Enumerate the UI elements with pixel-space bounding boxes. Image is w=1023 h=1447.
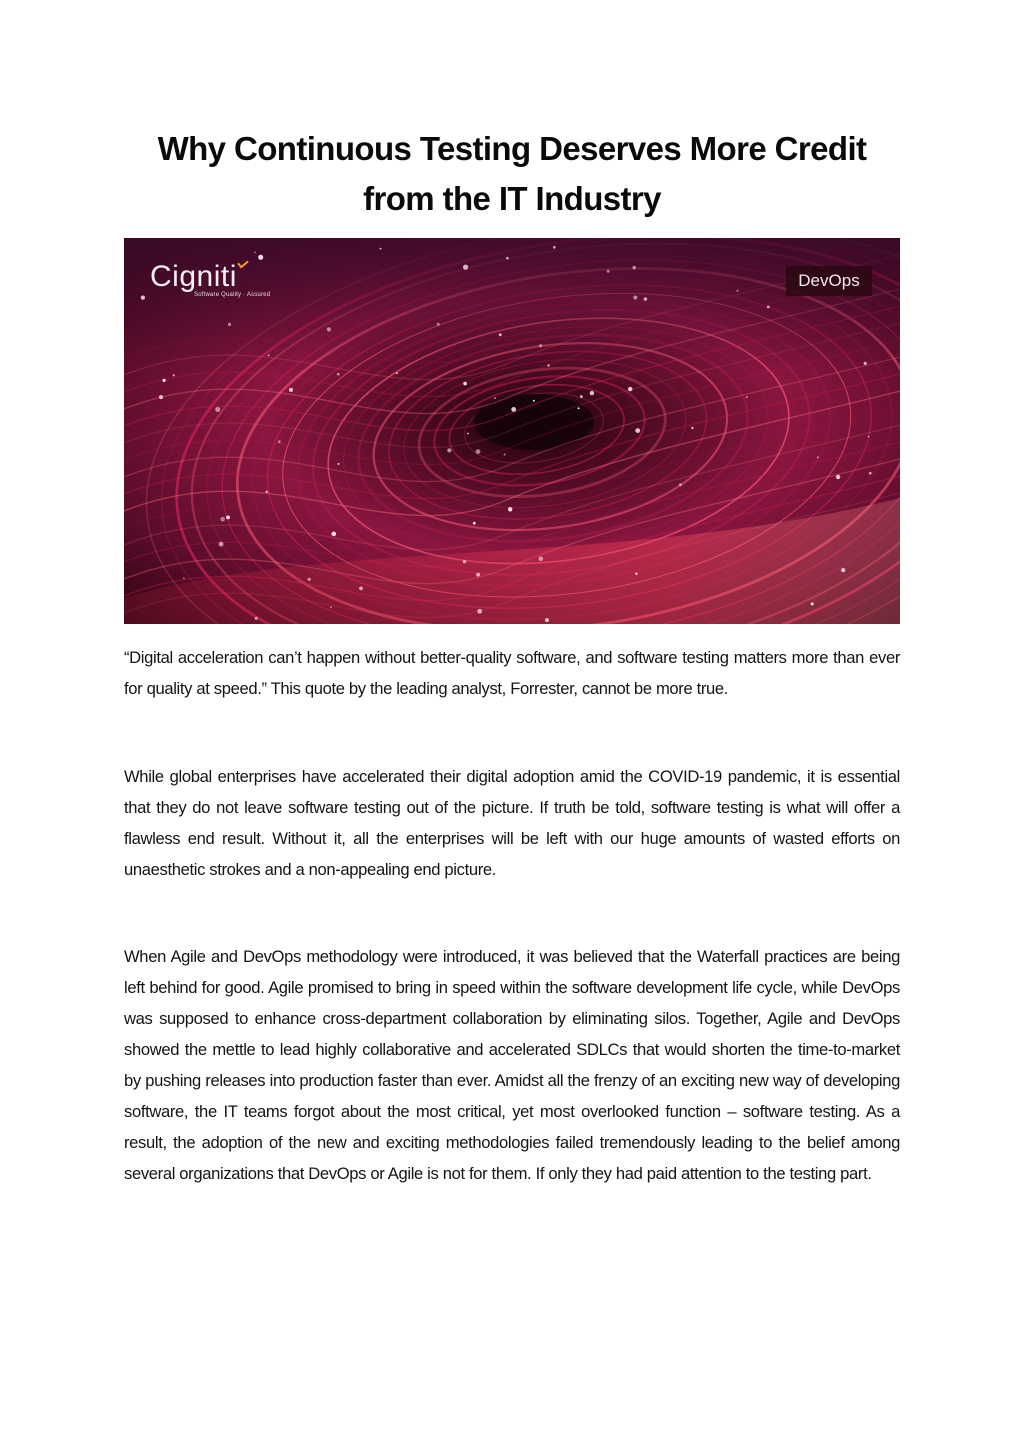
sparkle-dot	[506, 257, 509, 260]
sparkle-dot	[539, 344, 542, 347]
sparkle-dot	[817, 456, 819, 458]
sparkle-dot	[553, 246, 556, 249]
sparkle-dot	[746, 396, 748, 398]
sparkle-dot	[380, 248, 382, 250]
sparkle-dot	[228, 323, 231, 326]
sparkle-dot	[308, 578, 311, 581]
sparkle-dot	[590, 391, 594, 395]
sparkle-dot	[533, 400, 535, 402]
sparkle-dot	[268, 355, 270, 357]
sparkle-dot	[628, 387, 632, 391]
paragraph-1: “Digital acceleration can’t happen without better-quality software, and software testing matters more than ever for quality at speed.” This quote by the leading analyst, Forrester, cannot be more true.	[124, 648, 900, 698]
sparkle-dot	[836, 475, 840, 479]
hero-image	[124, 238, 900, 624]
sparkle-dot	[811, 602, 814, 605]
sparkle-dot	[476, 573, 480, 577]
sparkle-dot	[767, 306, 770, 309]
sparkle-dot	[289, 388, 293, 392]
category-badge: DevOps	[786, 266, 872, 296]
sparkle-dot	[494, 397, 496, 399]
sparkle-dot	[635, 428, 640, 433]
sparkle-dot	[539, 556, 544, 561]
sparkle-dot	[869, 472, 872, 475]
sparkle-dot	[278, 440, 281, 443]
sparkle-dot	[868, 436, 870, 438]
page-title: Why Continuous Testing Deserves More Credit from the IT Industry	[157, 130, 867, 217]
sparkle-dot	[607, 270, 610, 273]
sparkle-dot	[473, 522, 476, 525]
sparkle-dot	[226, 516, 230, 520]
sparkle-dot	[332, 532, 337, 537]
sparkle-dot	[219, 542, 224, 547]
sparkle-dot	[545, 618, 549, 622]
sparkle-dot	[463, 382, 467, 386]
sparkle-dot	[504, 454, 506, 456]
sparkle-dot	[463, 560, 466, 563]
sparkle-dot	[396, 372, 398, 374]
sparkle-dot	[841, 568, 845, 572]
sparkle-dot	[255, 617, 258, 620]
sparkle-dot	[437, 323, 440, 326]
sparkle-dot	[163, 379, 166, 382]
sparkle-dot	[499, 333, 502, 336]
sparkle-dot	[547, 364, 549, 366]
sparkle-dot	[447, 448, 451, 452]
sparkle-dot	[220, 517, 225, 522]
sparkle-dot	[633, 266, 636, 269]
paragraph-3: When Agile and DevOps methodology were introduced, it was believed that the Waterfall practices are being left behind for good. Agile promised to bring in speed within the software development life cycle, while DevOps was supposed to enhance cross-department collaboration by eliminating silos. Together, Agile and DevOps showed the mettle to lead highly collaborative and accelerated SDLCs that would shorten the time-to-market by pushing releases into production faster than ever. Amidst all the frenzy of an exciting new way of developing software, the IT teams forgot about the most critical, yet most overlooked function – software testing. As a result, the adoption of the new and exciting methodologies failed tremendously leading to the belief among several organizations that DevOps or Agile is not for them. If only they had paid attention to the testing part.	[124, 947, 900, 1183]
sparkle-dot	[330, 606, 332, 608]
sparkle-dot	[327, 327, 331, 331]
sparkle-dot	[679, 483, 682, 486]
sparkle-dot	[508, 507, 512, 511]
sparkle-dot	[159, 395, 163, 399]
sparkle-dot	[266, 491, 268, 493]
sparkle-dot	[338, 463, 340, 465]
sparkle-dot	[864, 362, 867, 365]
sparkle-dot	[467, 433, 469, 435]
logo-tagline: Software Quality · Assured	[194, 292, 271, 298]
sparkle-dot	[736, 290, 738, 292]
sparkle-dot	[580, 395, 583, 398]
sparkle-dot	[173, 374, 175, 376]
sparkle-dot	[141, 296, 145, 300]
sparkle-dot	[578, 407, 580, 409]
sparkle-dot	[254, 252, 256, 254]
sparkle-dot	[463, 265, 468, 270]
sparkle-dot	[691, 427, 693, 429]
paragraph-2: While global enterprises have accelerated their digital adoption amid the COVID-19 pandemic, it is essential that they do not leave software testing out of the picture. If truth be told, software testing is what will offer a flawless end result. Without it, all the enterprises will be left with our huge amounts of wasted efforts on unaesthetic strokes and a non-appealing end picture.	[124, 767, 900, 879]
sparkle-dot	[633, 296, 637, 300]
sparkle-dot	[183, 577, 185, 579]
sparkle-dot	[635, 573, 637, 575]
logo-wordmark: Cigniti	[150, 260, 237, 293]
sparkle-dot	[337, 373, 340, 376]
sparkle-dot	[215, 407, 220, 412]
sparkle-dot	[511, 407, 516, 412]
sparkle-dot	[359, 587, 363, 591]
sparkle-dot	[644, 297, 648, 301]
cigniti-logo	[150, 260, 270, 298]
sparkle-dot	[477, 609, 482, 614]
sparkle-dot	[476, 449, 481, 454]
